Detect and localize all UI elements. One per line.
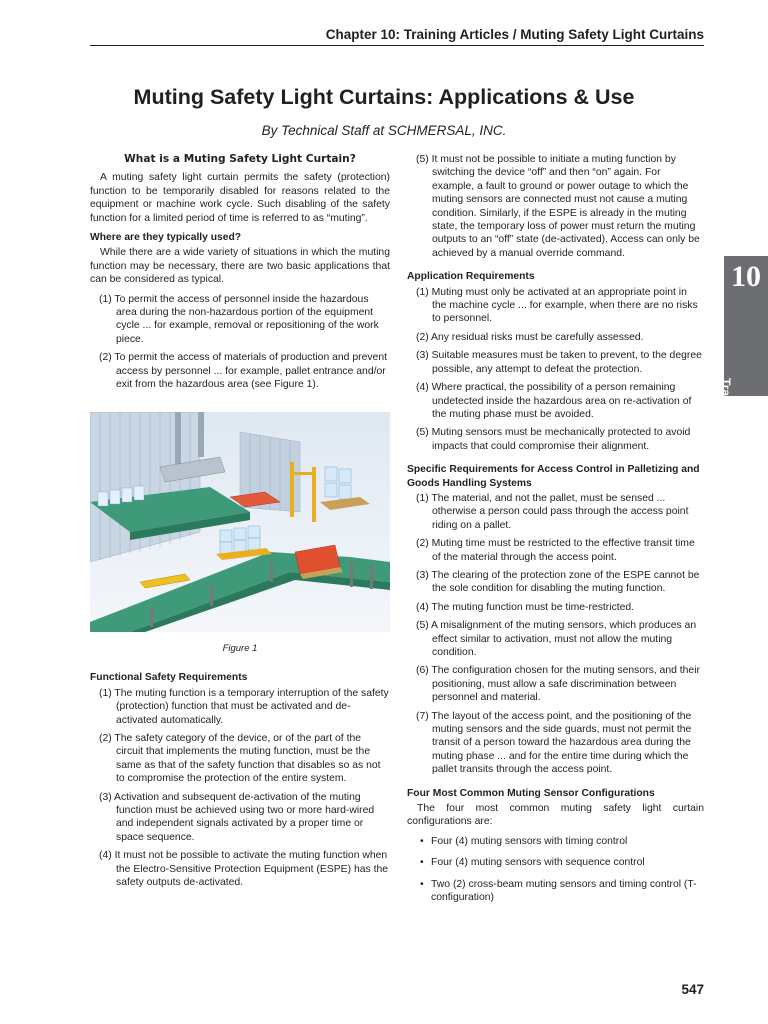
what-paragraph: A muting safety light curtain permits the safety (protection) function to be temporarily disabled for reasons related to the equipment or machine work cycle. Such disabling of the safety function for a limited period of time is referred to as “muting”. bbox=[90, 172, 390, 224]
where-item-1: (1) To permit the access of personnel inside the hazardous area during the non-hazardous portion of the equipment cycle ... for example, removal or repositioning of the work piece. bbox=[99, 293, 379, 345]
functional-item-5: (5) It must not be possible to initiate a muting function by switching the device “off” and then “on” again. For example, a fault to ground or power outage to which the muting sensors are connected must not cause a muting condition. Similarly, if the ESPE is already in the muting state, the temporary loss of power must return the muting outputs to an “off” state (de-activated). Access can only be achieved by a manual override command. bbox=[416, 154, 700, 259]
where-heading: Where are they typically used? bbox=[90, 232, 242, 244]
where-item-2: (2) To permit the access of materials of production and prevent access by personnel ... for example, pallet entrance and/or exit from the hazardous area (see Figure 1). bbox=[99, 352, 388, 391]
specific-item-2: (2) Muting time must be restricted to the effective transit time of the material through the access point. bbox=[416, 538, 695, 563]
specific-item-5: (5) A misalignment of the muting sensors, which produces an effect similar to activation, must not allow the muting condition. bbox=[416, 620, 697, 658]
specific-heading: Specific Requirements for Access Control in Palletizing and Goods Handling Systems bbox=[407, 464, 700, 489]
specific-item-1: (1) The material, and not the pallet, must be sensed ... otherwise a person could pass through the access point riding on a pallet. bbox=[416, 492, 689, 531]
page-number: 547 bbox=[681, 982, 704, 997]
application-item-1: (1) Muting must only be activated at an appropriate point in the machine cycle ... for example, when there are no risks to personnel. bbox=[416, 286, 698, 325]
configuration-bullet-1: • Four (4) muting sensors with timing control bbox=[407, 835, 704, 848]
configurations-heading: Four Most Common Muting Sensor Configurations bbox=[407, 787, 655, 799]
specific-item-3: (3) The clearing of the protection zone of the ESPE cannot be the sole condition for disabling the muting function. bbox=[416, 569, 700, 595]
configurations-paragraph: The four most common muting safety light curtain configurations are: bbox=[407, 803, 704, 828]
conveyor-figure-illustration bbox=[90, 412, 390, 632]
tab-label-line-1: Training bbox=[719, 378, 733, 425]
application-item-4: (4) Where practical, the possibility of a person remaining undetected inside the hazardous area on re-activation of the muting phase must be avoided. bbox=[416, 382, 692, 420]
specific-item-4: (4) The muting function must be time-restricted. bbox=[416, 601, 635, 613]
application-item-2: (2) Any residual risks must be carefully assessed. bbox=[416, 331, 644, 343]
right-column bbox=[407, 153, 704, 913]
configuration-bullet-2: • Four (4) muting sensors with sequence control bbox=[407, 856, 704, 869]
configuration-bullet-3: • Two (2) cross-beam muting sensors and timing control (T- configuration) bbox=[407, 878, 704, 905]
application-item-5: (5) Muting sensors must be mechanically protected to avoid impacts that could compromise their alignment. bbox=[416, 427, 691, 452]
tab-number: 10 bbox=[731, 260, 761, 293]
tab-label-line-2: Articles bbox=[706, 378, 720, 423]
functional-item-3: (3) Activation and subsequent de-activation of the muting function must be achieved using two or more hard-wired and independent signals activated by a proper time or space sequence. bbox=[99, 791, 375, 843]
byline: By Technical Staff at SCHMERSAL, INC. bbox=[261, 123, 507, 138]
specific-item-7: (7) The layout of the access point, and the positioning of the muting sensors and the side guards, must not permit the transit of a person toward the hazardous area during the muting phase ... and for the entire time during which the pallet transits through the access point. bbox=[416, 710, 692, 776]
tab-label bbox=[706, 378, 732, 425]
chapter-side-tab bbox=[706, 256, 768, 425]
functional-item-1: (1) The muting function is a temporary interruption of the safety (protection) function that must be activated and de-activated automatically. bbox=[99, 687, 389, 726]
left-column bbox=[90, 153, 390, 894]
functional-heading: Functional Safety Requirements bbox=[90, 672, 248, 684]
application-heading: Application Requirements bbox=[407, 271, 535, 283]
where-paragraph: While there are a wide variety of situations in which the muting function may be necessary, there are two basic applications that can be considered as typical. bbox=[90, 247, 390, 286]
functional-item-4: (4) It must not be possible to activate the muting function when the Electro-Sensitive Protection Equipment (ESPE) has the safety outputs de-activated. bbox=[99, 850, 389, 888]
specific-item-6: (6) The configuration chosen for the muting sensors, and their positioning, must allow a safe discrimination between personnel and material. bbox=[416, 665, 700, 704]
functional-item-2: (2) The safety category of the device, or of the part of the circuit that implements the muting function, must be the same as that of the safety function that disables so as not to compromise the protection of the entire system. bbox=[99, 732, 381, 785]
article-title: Muting Safety Light Curtains: Applications & Use bbox=[133, 85, 635, 109]
chapter-header: Chapter 10: Training Articles / Muting Safety Light Curtains bbox=[325, 27, 704, 42]
application-item-3: (3) Suitable measures must be taken to prevent, to the degree possible, any attempt to defeat the protection. bbox=[416, 350, 702, 375]
figure-caption: Figure 1 bbox=[222, 642, 258, 654]
header-rule bbox=[90, 45, 704, 46]
what-heading: What is a Muting Safety Light Curtain? bbox=[124, 153, 356, 165]
